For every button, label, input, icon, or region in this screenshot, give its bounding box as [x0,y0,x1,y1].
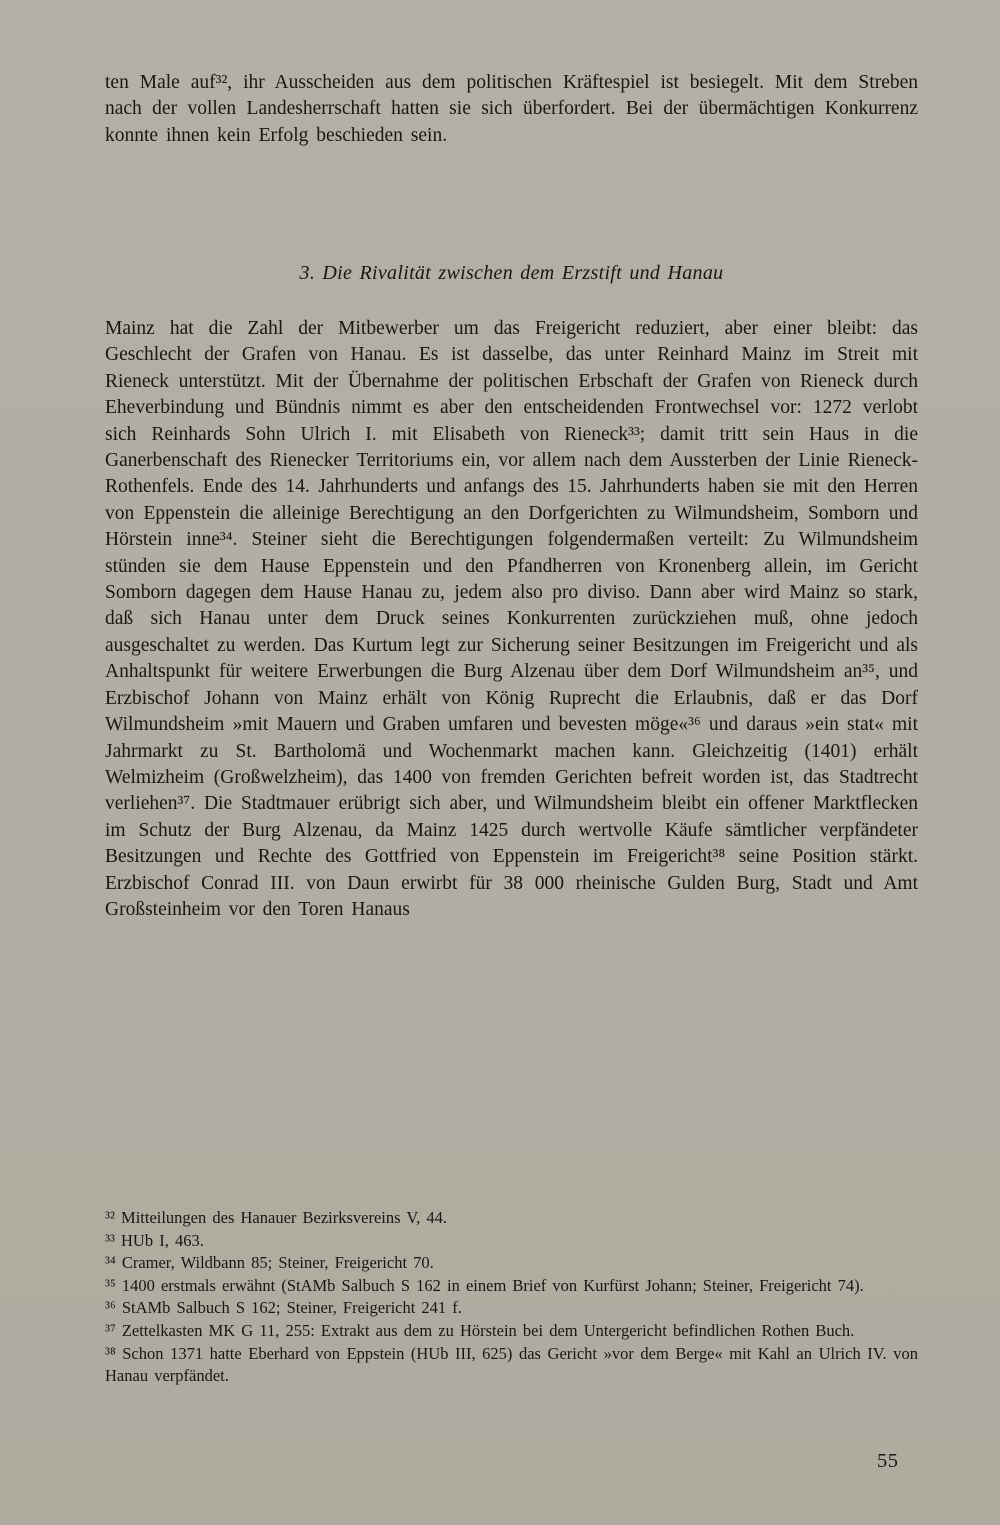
footnote-36: ³⁶ StAMb Salbuch S 162; Steiner, Freigericht 241 f. [105,1298,462,1318]
footnote-37: ³⁷ Zettelkasten MK G 11, 255: Extrakt aus dem zu Hörstein bei dem Untergericht befindlichen Rothen Buch. [105,1320,855,1340]
footnote-34: ³⁴ Cramer, Wildbann 85; Steiner, Freigericht 70. [105,1253,434,1273]
main-paragraph: Mainz hat die Zahl der Mitbewerber um das Freigericht reduziert, aber einer bleibt: das Geschlecht der Grafen von Hanau. Es ist dasselbe, das unter Reinhard Mainz im Streit mit Rieneck unterstützt. Mit der Übernahme der politischen Erbschaft der Grafen von Rieneck durch Eheverbindung und Bündnis nimmt es aber den entscheidenden Frontwechsel vor: 1272 verlobt sich Reinhards Sohn Ulrich I. mit Elisabeth von Rieneck³³; damit tritt sein Haus in die Ganerbenschaft des Rienecker Territoriums ein, vor allem nach dem Aussterben der Linie Rieneck-Rothenfels. Ende des 14. Jahrhunderts und anfangs des 15. Jahrhunderts haben sie mit den Herren von Eppenstein die alleinige Berechtigung an den Dorfgerichten zu Wilmundsheim, Somborn und Hörstein inne³⁴. Steiner sieht die Berechtigungen folgendermaßen verteilt: Zu Wilmundsheim stünden sie dem Hause Eppenstein und den Pfandherren von Kronenberg allein, im Gericht Somborn dagegen dem Hause Hanau zu, jedem also pro diviso. Dann aber wird Mainz so stark, daß sich Hanau unter dem Druck seines Konkurrenten zurückziehen muß, ohne jedoch ausgeschaltet zu werden. Das Kurtum legt zur Sicherung seiner Besitzungen im Freigericht und als Anhaltspunkt für weitere Erwerbungen die Burg Alzenau über dem Dorf Wilmundsheim an³⁵, und Erzbischof Johann von Mainz erhält von König Ruprecht die Erlaubnis, daß er das Dorf Wilmundsheim »mit Mauern und Graben umfaren und bevesten möge«³⁶ und daraus »ein stat« mit Jahrmarkt zu St. Bartholomä und Wochenmarkt machen kann. Gleichzeitig (1401) erhält Welmizheim (Großwelzheim), das 1400 von fremden Gerichten befreit worden ist, das Stadtrecht verliehen³⁷. Die Stadtmauer erübrigt sich aber, und Wilmundsheim bleibt ein offener Marktflecken im Schutz der Burg Alzenau, da Mainz 1425 durch wertvolle Käufe sämtlicher verpfändeter Besitzungen und Rechte des Gottfried von Eppenstein im Freigericht³⁸ seine Position stärkt. Erzbischof Conrad III. von Daun erwirbt für 38 000 rheinische Gulden Burg, Stadt und Amt Großsteinheim vor den Toren Hanaus [105,318,918,920]
footnote-32: ³² Mitteilungen des Hanauer Bezirksvereins V, 44. [105,1208,448,1227]
section-heading: 3. Die Rivalität zwischen dem Erzstift und Hanau [299,262,724,284]
footnotes [105,1207,918,1388]
footnote-38: ³⁸ Schon 1371 hatte Eberhard von Eppstein (HUb III, 625) das Gericht »vor dem Berge« mit Kahl an Ulrich IV. von Hanau verpfändet. [105,1343,918,1386]
footnote-33: ³³ HUb I, 463. [105,1230,204,1250]
page-number: 55 [877,1450,899,1472]
footnote-35: ³⁵ 1400 erstmals erwähnt (StAMb Salbuch S 162 in einem Brief von Kurfürst Johann; Steiner, Freigericht 74). [105,1275,864,1295]
intro-paragraph: ten Male auf³², ihr Ausscheiden aus dem politischen Kräftespiel ist besiegelt. Mit dem Streben nach der vollen Landesherrschaft hatten sie sich überfordert. Bei der übermächtigen Konkurrenz konnte ihnen kein Erfolg beschieden sein. [105,72,918,146]
